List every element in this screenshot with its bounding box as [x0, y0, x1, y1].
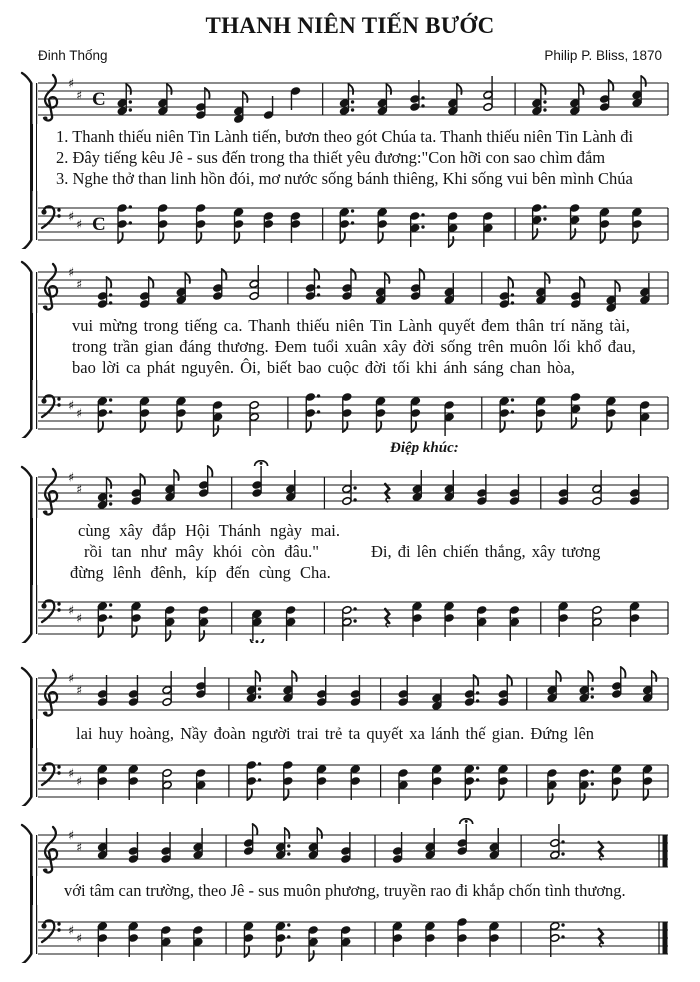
svg-text:♯: ♯	[68, 670, 75, 686]
system-brace	[30, 876, 33, 905]
system-barline	[36, 876, 37, 905]
lyrics-line-left: rồi tan như mây khói còn đâu."	[84, 542, 319, 561]
svg-text:♯: ♯	[76, 87, 83, 103]
svg-text:♯: ♯	[76, 405, 83, 421]
svg-text:♯: ♯	[76, 610, 83, 626]
system-barline	[36, 518, 37, 585]
svg-text:♯: ♯	[76, 773, 83, 789]
credits-row	[0, 48, 700, 66]
system-2	[0, 255, 700, 438]
verse-lyrics-block-3	[0, 518, 700, 585]
svg-text:♯: ♯	[76, 216, 83, 232]
lyrics-line: 2. Đây tiếng kêu Jê - sus đến trong tha thiết yêu đương:"Con hỡi con sao chìm đắm	[56, 148, 606, 167]
bass-staff	[0, 380, 700, 438]
bass-staff	[0, 585, 700, 643]
svg-text:♯: ♯	[68, 397, 75, 413]
system-3	[0, 460, 700, 643]
lyrics-line: 1. Thanh thiếu niên Tin Lành tiến, bươn theo gót Chúa ta. Thanh thiếu niên Tin Lành đi	[56, 127, 634, 146]
svg-text:♯: ♯	[68, 208, 75, 224]
composer-credit: Philip P. Bliss, 1870	[544, 48, 662, 63]
bass-staff	[0, 191, 700, 249]
system-brace	[30, 719, 33, 748]
system-barline	[36, 124, 37, 191]
system-barline	[36, 719, 37, 748]
lyrics-line: 3. Nghe thở than linh hồn đói, mơ nước sống bánh thiêng, Khi sống vui bên mình Chúa	[56, 169, 633, 188]
chorus-lyrics-start: Đi, đi lên chiến thắng, xây tương	[370, 542, 601, 561]
bass-staff	[0, 748, 700, 806]
lyrics-line	[0, 541, 700, 562]
treble-staff	[0, 460, 700, 518]
treble-staff	[0, 818, 700, 876]
svg-text:♯: ♯	[68, 75, 75, 91]
treble-staff	[0, 255, 700, 313]
svg-text:♯: ♯	[76, 839, 83, 855]
system-brace	[30, 518, 33, 585]
system-brace	[30, 124, 33, 191]
system-barline	[36, 313, 37, 380]
lyrics-line: bao lời ca phát nguyên. Ôi, biết bao cuộc đời tối khi ánh sáng chan hòa,	[72, 358, 575, 377]
system-1	[0, 66, 700, 249]
lyrics-line: cùng xây đắp Hội Thánh ngày mai.	[78, 521, 341, 540]
lyrics-line: lai huy hoàng, Nầy đoàn người trai trẻ ta quyết xa lánh thế gian. Đứng lên	[76, 724, 595, 743]
svg-text:♯: ♯	[76, 682, 83, 698]
svg-text:♯: ♯	[76, 930, 83, 946]
lyrics-line: vui mừng trong tiếng ca. Thanh thiếu niên Tin Lành quyết đem thân trí năng tài,	[72, 316, 630, 335]
bass-staff	[0, 905, 700, 963]
svg-text:♯: ♯	[68, 602, 75, 618]
treble-staff	[0, 661, 700, 719]
svg-text:♯: ♯	[68, 827, 75, 843]
verse-lyrics-block-2	[0, 313, 700, 380]
chorus-label: Điệp khúc:	[390, 440, 459, 456]
svg-text:C: C	[92, 89, 106, 110]
svg-text:♯: ♯	[68, 469, 75, 485]
verse-lyrics-block-1	[0, 124, 700, 191]
treble-staff	[0, 66, 700, 124]
lyrics-line: trong trần gian đáng thương. Đem tuổi xuân xây đời sống trên muôn lối khổ đau,	[72, 337, 636, 356]
svg-text:C: C	[92, 214, 106, 235]
svg-text:♯: ♯	[68, 922, 75, 938]
system-5	[0, 818, 700, 963]
lyricist-credit: Đinh Thống	[38, 48, 108, 63]
svg-text:♯: ♯	[68, 264, 75, 280]
chorus-lyrics-block-1	[0, 719, 700, 748]
chorus-lyrics-block-2	[0, 876, 700, 905]
system-4	[0, 661, 700, 806]
svg-text:♯: ♯	[68, 765, 75, 781]
system-brace	[30, 313, 33, 380]
lyrics-line: với tâm can trường, theo Jê - sus muôn phương, truyền rao đi khắp chốn tình thương.	[64, 881, 626, 900]
svg-text:♯: ♯	[76, 276, 83, 292]
svg-text:♯: ♯	[76, 481, 83, 497]
song-title: THANH NIÊN TIẾN BƯỚC	[205, 13, 495, 38]
lyrics-line: đừng lênh đênh, kíp đến cùng Cha.	[70, 563, 331, 582]
